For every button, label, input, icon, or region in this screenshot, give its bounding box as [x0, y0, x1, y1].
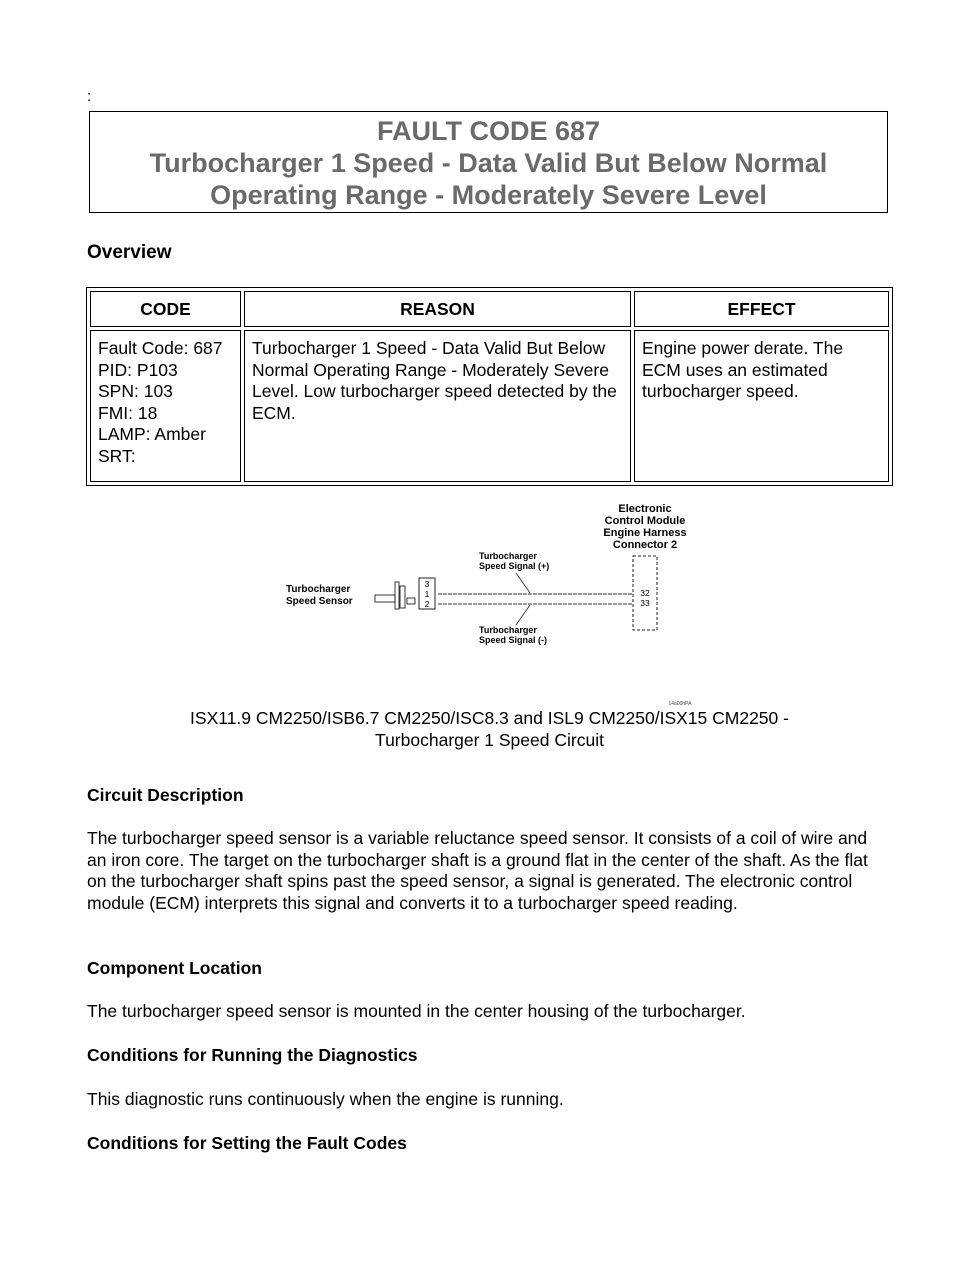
fault-code-subtitle-line1: Turbocharger 1 Speed - Data Valid But Below Normal: [149, 148, 828, 178]
caption-line: Turbocharger 1 Speed Circuit: [375, 730, 604, 750]
column-header-reason: REASON: [244, 291, 631, 327]
sensor-pin-label: 1: [424, 589, 430, 599]
wiring-diagram: [280, 498, 710, 708]
code-line: Fault Code: 687: [98, 338, 223, 358]
component-location-text: The turbocharger speed sensor is mounted in the center housing of the turbocharger.: [87, 1001, 746, 1021]
signal-plus-label-line: Turbocharger: [479, 551, 537, 561]
running-conditions-heading: Conditions for Running the Diagnostics: [87, 1045, 418, 1065]
overview-table: [86, 287, 893, 486]
ecm-pin-label: 32: [640, 588, 650, 598]
running-conditions-text: This diagnostic runs continuously when the engine is running.: [87, 1089, 564, 1109]
sensor-label-line: Turbocharger: [286, 584, 351, 595]
component-location-heading: Component Location: [87, 958, 262, 978]
figure-caption: [87, 707, 892, 751]
caption-line: ISX11.9 CM2250/ISB6.7 CM2250/ISC8.3 and ISL9 CM2250/ISX15 CM2250 -: [190, 708, 789, 728]
signal-plus-label-line: Speed Signal (+): [479, 561, 550, 571]
sensor-pin-label: 2: [424, 599, 430, 609]
fault-code-subtitle-line2: Operating Range - Moderately Severe Level: [210, 180, 767, 210]
fault-code-title: FAULT CODE 687: [376, 116, 601, 146]
ecm-label-line: Connector 2: [612, 539, 678, 551]
page-marker: :: [87, 88, 92, 105]
sensor-pin-label: 3: [424, 579, 430, 589]
setting-conditions-heading: Conditions for Setting the Fault Codes: [87, 1133, 407, 1153]
code-line: SPN: 103: [98, 381, 173, 401]
column-header-effect: EFFECT: [634, 291, 889, 327]
effect-cell: Engine power derate. The ECM uses an estimated turbocharger speed.: [634, 330, 889, 482]
circuit-description-text: The turbocharger speed sensor is a variable reluctance speed sensor. It consists of a coil of wire and an iron core. The target on the turbocharger shaft is a ground flat in the center of the shaft. As the flat on the turbocharger shaft spins past the speed sensor, a signal is generated. The electronic control module (ECM) interprets this signal and converts it to a turbocharger speed reading.: [87, 828, 868, 913]
table-row: [90, 330, 889, 482]
code-line: LAMP: Amber: [98, 424, 206, 444]
leader-line: [516, 573, 530, 593]
code-cell: [90, 330, 241, 482]
reason-cell: Turbocharger 1 Speed - Data Valid But Below Normal Operating Range - Moderately Severe Level. Low turbocharger speed detected by the ECM.: [244, 330, 631, 482]
table-header-row: [90, 291, 889, 327]
fault-code-title-box: [89, 111, 888, 213]
ecm-label-line: Electronic: [618, 503, 672, 515]
code-line: SRT:: [98, 445, 136, 466]
signal-minus-label-line: Turbocharger: [479, 625, 537, 635]
signal-minus-label-line: Speed Signal (-): [479, 635, 548, 645]
ecm-label-line: Engine Harness: [603, 527, 687, 539]
overview-heading: Overview: [87, 242, 172, 263]
figure-id: 14a00hPA: [668, 701, 692, 707]
code-line: FMI: 18: [98, 402, 158, 423]
column-header-code: CODE: [90, 291, 241, 327]
ecm-label-line: Control Module: [604, 515, 686, 527]
ecm-pin-label: 33: [640, 598, 650, 608]
circuit-description-heading: Circuit Description: [87, 785, 244, 805]
leader-line: [516, 605, 530, 625]
code-line: PID: P103: [98, 359, 178, 380]
sensor-label-line: Speed Sensor: [286, 596, 353, 607]
